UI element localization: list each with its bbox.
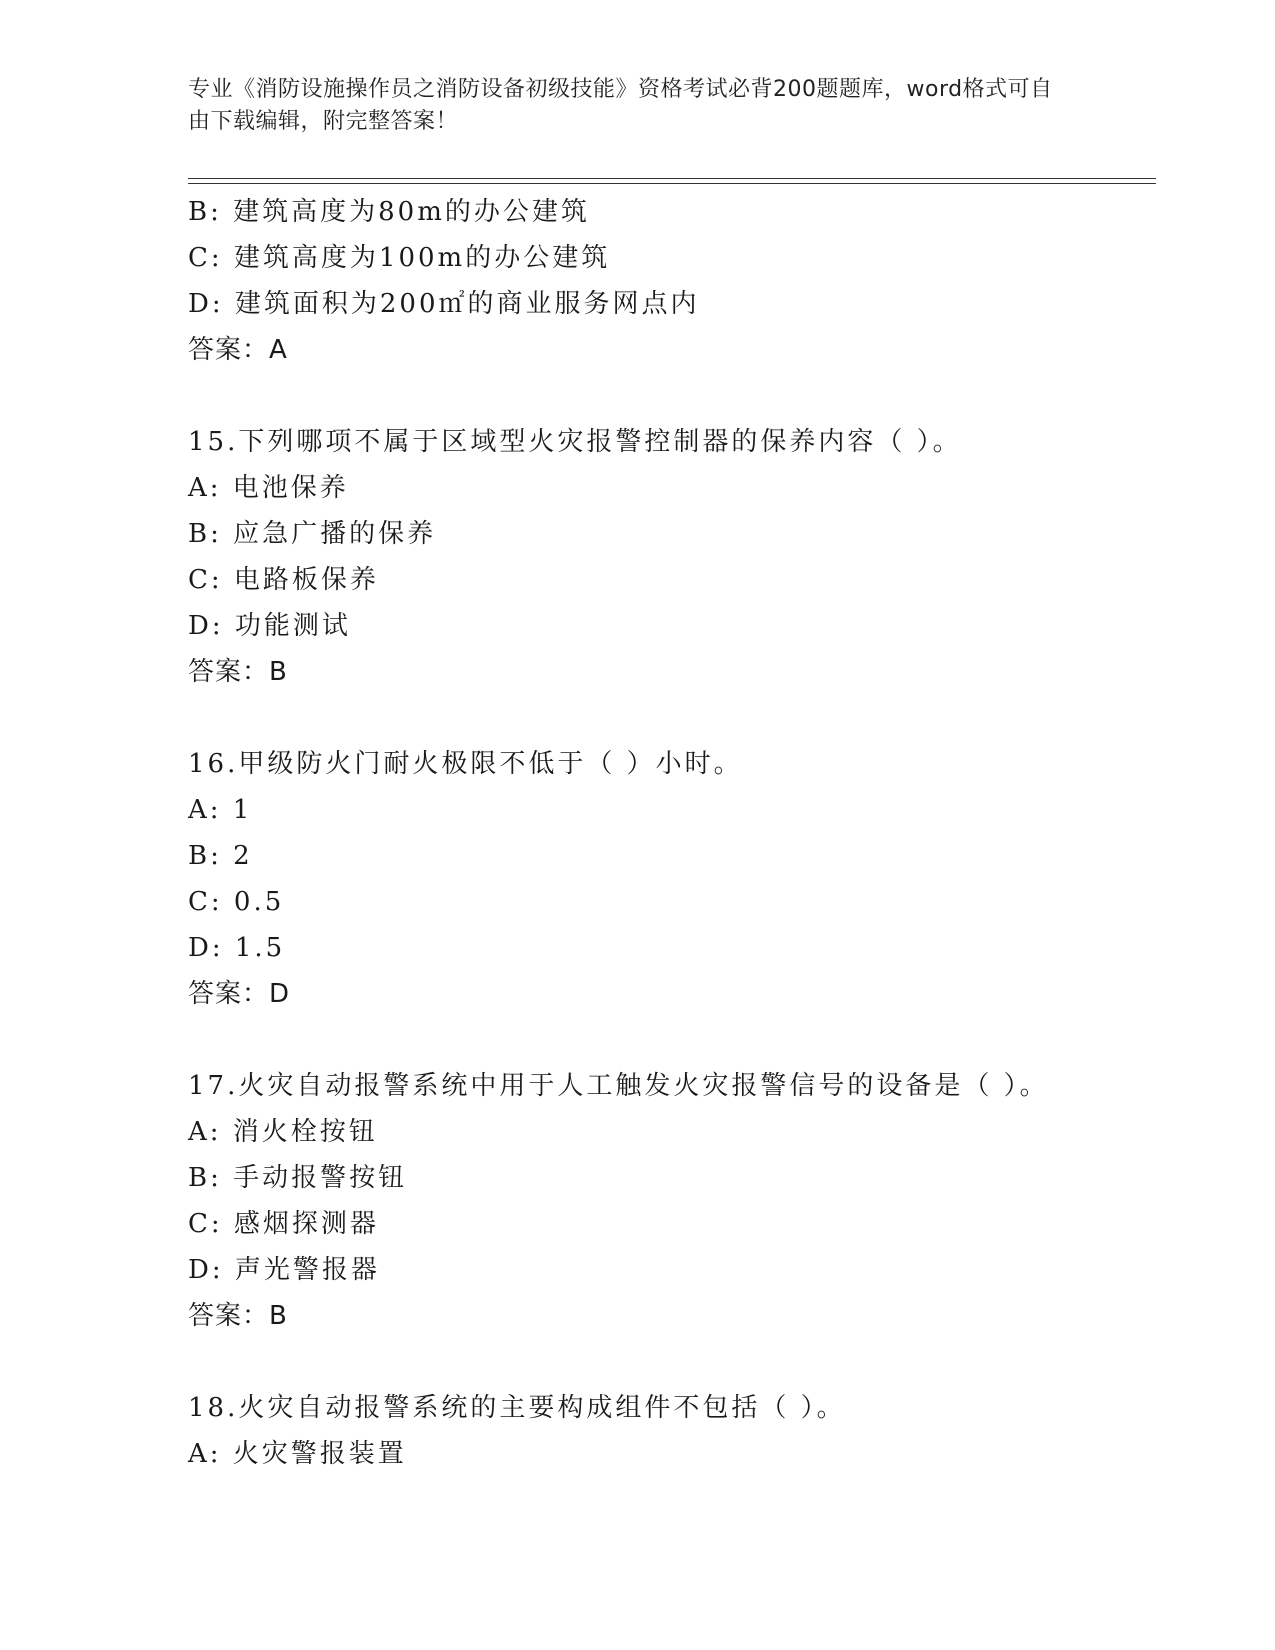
header-rule-top — [188, 178, 1156, 179]
q17-option-d: D: 声光警报器 — [188, 1255, 380, 1285]
q17-option-c: C: 感烟探测器 — [188, 1209, 379, 1239]
q16-option-a: A: 1 — [188, 795, 253, 825]
q15-option-b: B: 应急广播的保养 — [188, 519, 437, 549]
q16-option-c: C: 0.5 — [188, 887, 285, 917]
q15-option-d: D: 功能测试 — [188, 611, 351, 641]
q16-answer: 答案：D — [188, 979, 291, 1009]
question-content — [188, 189, 1156, 1477]
q18-option-a: A: 火灾警报装置 — [188, 1439, 407, 1469]
document-header: 专业《消防设施操作员之消防设备初级技能》资格考试必背200题题库，word格式可自由下载编辑，附完整答案！ — [188, 77, 1053, 134]
q16-option-d: D: 1.5 — [188, 933, 286, 963]
q14-answer: 答案：A — [188, 335, 288, 365]
q15-option-c: C: 电路板保养 — [188, 565, 379, 595]
header-rule-bottom — [188, 183, 1156, 184]
q14-option-b: B: 建筑高度为80m的办公建筑 — [188, 197, 590, 227]
q14-option-d: D: 建筑面积为200㎡的商业服务网点内 — [188, 289, 700, 319]
spacer — [188, 1339, 1156, 1385]
q17-question: 17.火灾自动报警系统中用于人工触发火灾报警信号的设备是（ ）。 — [188, 1071, 1049, 1101]
spacer — [188, 1017, 1156, 1063]
spacer — [188, 695, 1156, 741]
q17-option-b: B: 手动报警按钮 — [188, 1163, 408, 1193]
q17-option-a: A: 消火栓按钮 — [188, 1117, 378, 1147]
q17-answer: 答案：B — [188, 1301, 288, 1331]
q16-option-b: B: 2 — [188, 841, 253, 871]
q16-question: 16.甲级防火门耐火极限不低于（ ）小时。 — [188, 749, 743, 779]
q14-option-c: C: 建筑高度为100m的办公建筑 — [188, 243, 611, 273]
q15-option-a: A: 电池保养 — [188, 473, 349, 503]
q18-question: 18.火灾自动报警系统的主要构成组件不包括（ ）。 — [188, 1393, 846, 1423]
q15-question: 15.下列哪项不属于区域型火灾报警控制器的保养内容（ ）。 — [188, 427, 962, 457]
spacer — [188, 373, 1156, 419]
q15-answer: 答案：B — [188, 657, 288, 687]
